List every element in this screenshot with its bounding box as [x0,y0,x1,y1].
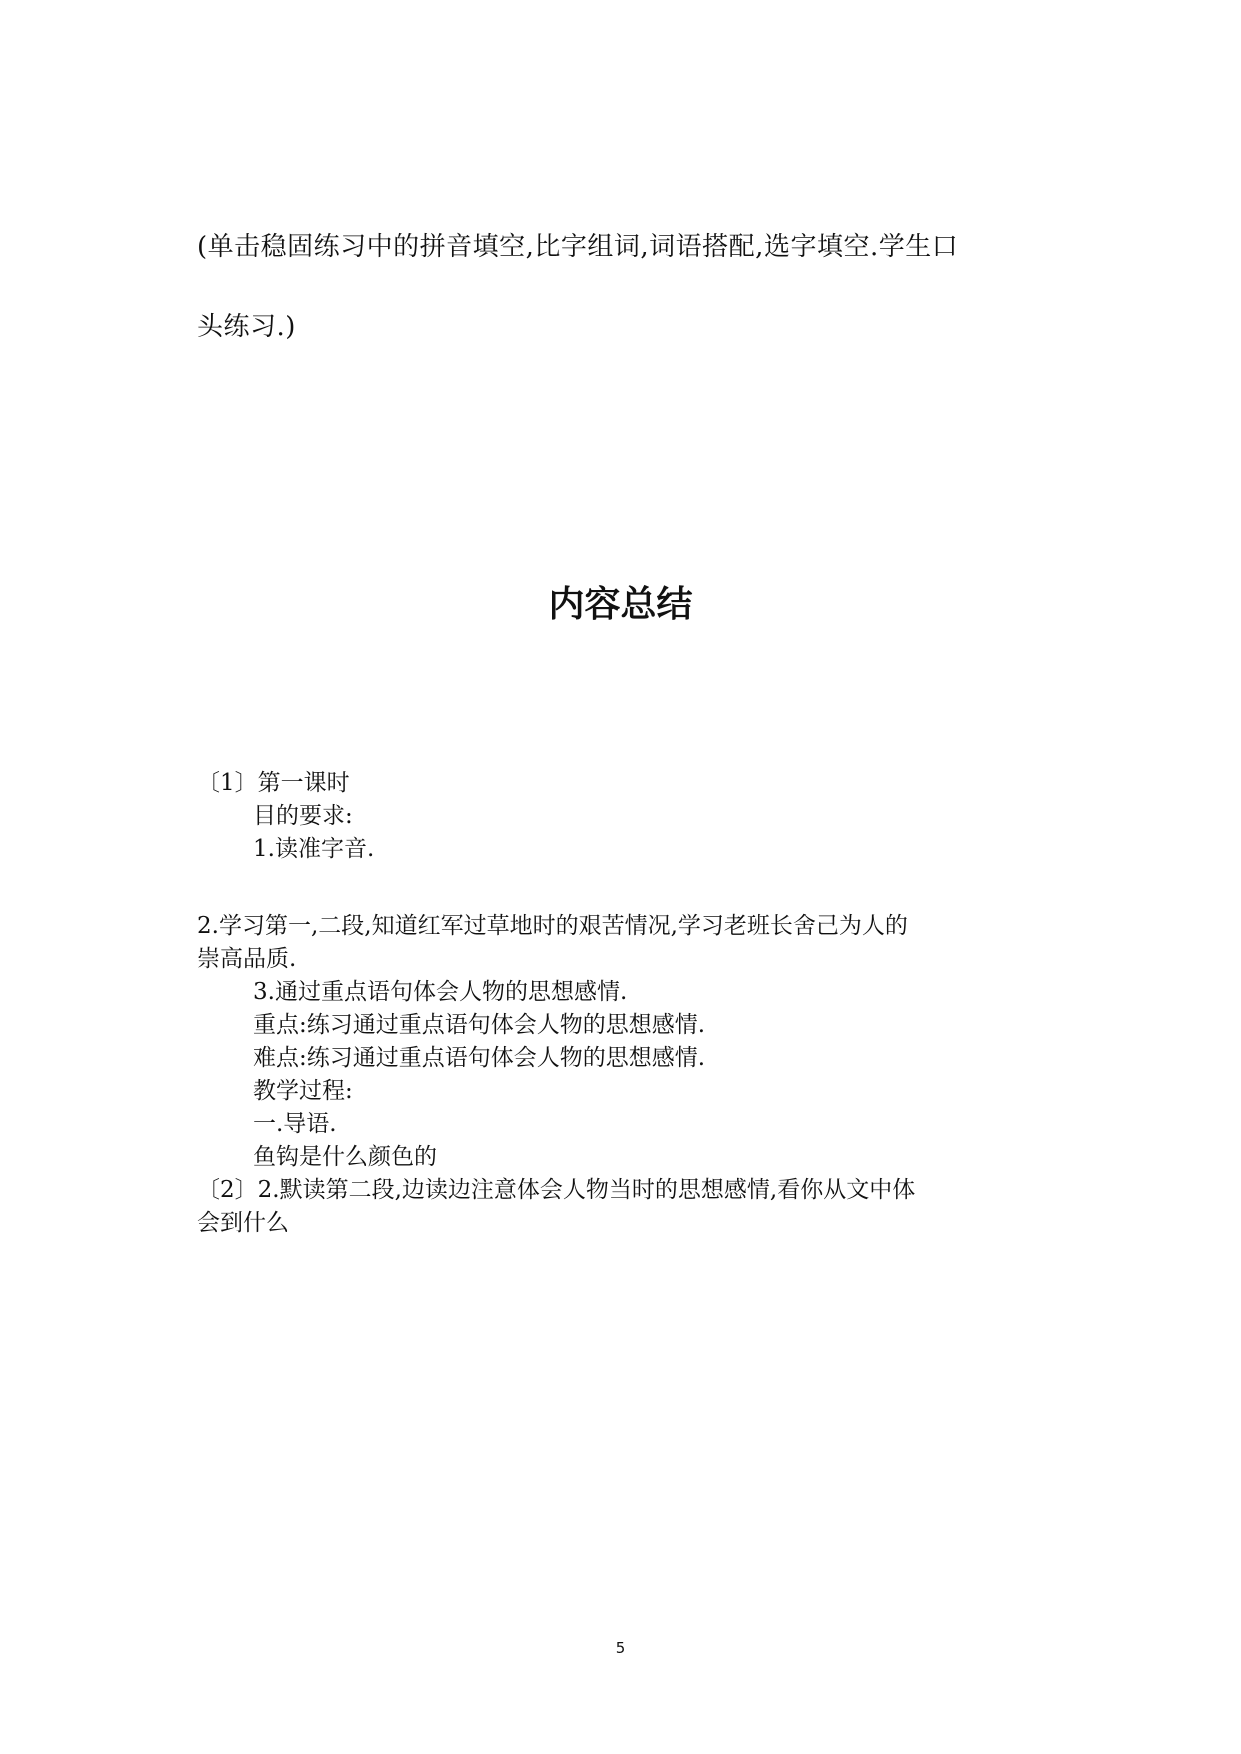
summary-line: 会到什么 [197,1210,289,1236]
summary-line: 重点:练习通过重点语句体会人物的思想感情. [253,1012,706,1038]
summary-line: 3.通过重点语句体会人物的思想感情. [253,979,628,1005]
section-title: 内容总结 [548,584,693,625]
summary-line: 1.读准字音. [253,836,375,862]
page-number: 5 [615,1639,626,1657]
summary-line: 难点:练习通过重点语句体会人物的思想感情. [253,1045,706,1071]
summary-line: 鱼钩是什么颜色的 [253,1144,437,1170]
summary-line: 一.导语. [253,1111,337,1137]
intro-line-2: 头练习.) [197,312,296,342]
summary-line: 〔2〕2.默读第二段,边读边注意体会人物当时的思想感情,看你从文中体 [197,1177,916,1203]
summary-line: 目的要求: [253,803,353,829]
summary-line: 2.学习第一,二段,知道红军过草地时的艰苦情况,学习老班长舍己为人的 [197,913,908,939]
intro-line-1: (单击稳固练习中的拼音填空,比字组词,词语搭配,选字填空.学生口 [197,232,959,262]
summary-line: 〔1〕第一课时 [197,770,350,796]
summary-line: 崇高品质. [197,946,297,972]
summary-line: 教学过程: [253,1078,353,1104]
